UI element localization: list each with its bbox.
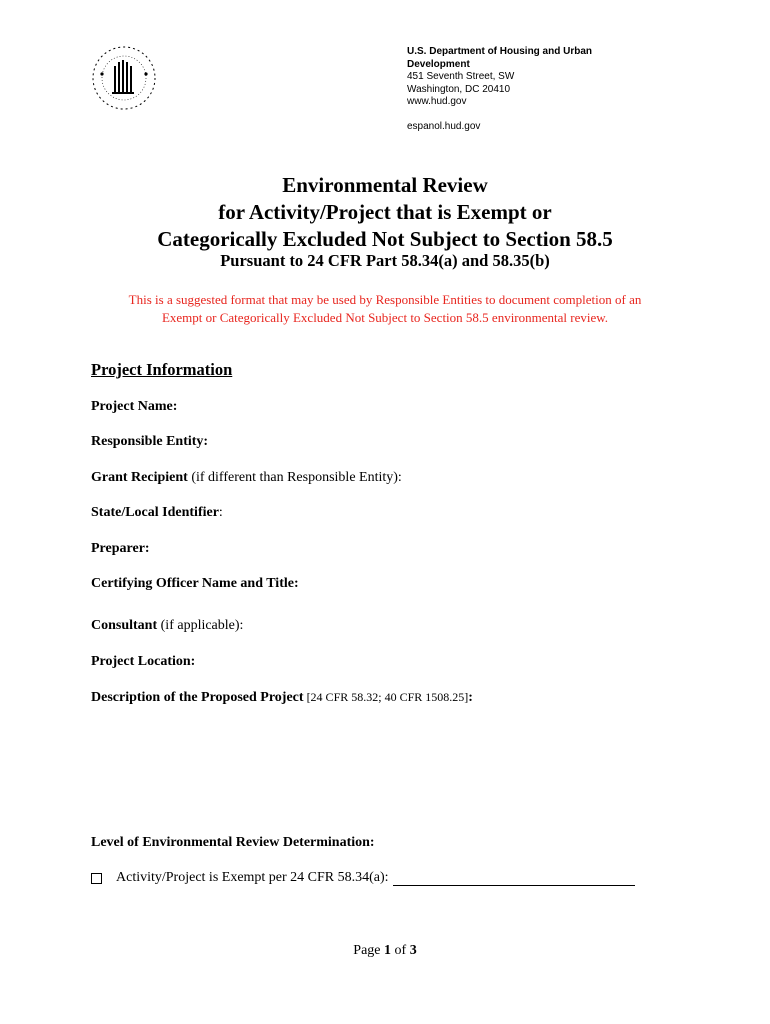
- state-local-identifier-colon: :: [218, 505, 223, 520]
- exempt-checkbox[interactable]: [91, 873, 102, 884]
- project-description-reference: [24 CFR 58.32; 40 CFR 1508.25]: [303, 690, 469, 704]
- project-location-field: [91, 654, 195, 670]
- document-subtitle: Pursuant to 24 CFR Part 58.34(a) and 58.35(b): [220, 251, 550, 270]
- title-line3: Categorically Excluded Not Subject to Section 58.5: [157, 227, 613, 251]
- page-of: of: [391, 943, 410, 958]
- responsible-entity-field: [91, 434, 208, 450]
- street-address: 451 Seventh Street, SW: [407, 71, 515, 82]
- department-name-line1: U.S. Department of Housing and Urban: [407, 46, 593, 57]
- document-title: [0, 172, 770, 253]
- page-footer: [0, 943, 770, 959]
- state-local-identifier-label: State/Local Identifier: [91, 505, 219, 520]
- city-state-zip: Washington, DC 20410: [407, 83, 511, 95]
- title-line2: for Activity/Project that is Exempt or: [218, 200, 552, 224]
- exempt-option-label: Activity/Project is Exempt per 24 CFR 58.34(a):: [116, 870, 389, 885]
- preparer-label: Preparer:: [91, 541, 150, 556]
- project-description-label: Description of the Proposed Project: [91, 690, 304, 705]
- website-link[interactable]: www.hud.gov: [407, 96, 467, 107]
- project-location-label: Project Location:: [91, 654, 196, 669]
- review-determination-heading: Level of Environmental Review Determination:: [91, 835, 375, 850]
- title-line1: Environmental Review: [282, 173, 488, 197]
- agency-address: [407, 46, 647, 133]
- project-description-field: [91, 690, 473, 706]
- preparer-field: [91, 541, 150, 557]
- certifying-officer-field: [91, 576, 299, 592]
- format-note: [100, 291, 670, 327]
- project-name-field: [91, 399, 177, 415]
- department-name-line2: Development: [407, 58, 470, 70]
- project-description-colon: :: [468, 690, 473, 705]
- grant-recipient-label: Grant Recipient: [91, 470, 188, 485]
- note-line2: Exempt or Categorically Excluded Not Subject to Section 58.5 environmental review.: [161, 310, 609, 325]
- responsible-entity-label: Responsible Entity:: [91, 434, 209, 449]
- state-local-identifier-field: [91, 505, 223, 521]
- exempt-citation-line[interactable]: [393, 871, 635, 886]
- project-information-heading: Project Information: [91, 360, 233, 379]
- page-total: 3: [409, 943, 417, 958]
- page-number: 1: [384, 943, 392, 958]
- consultant-note: (if applicable):: [157, 618, 244, 633]
- certifying-officer-label: Certifying Officer Name and Title:: [91, 576, 299, 591]
- grant-recipient-field: [91, 470, 402, 486]
- note-line1: This is a suggested format that may be used by Responsible Entities to document completion of an: [128, 292, 642, 307]
- spanish-site-link[interactable]: espanol.hud.gov: [407, 120, 481, 132]
- consultant-label: Consultant: [91, 618, 158, 633]
- exempt-option-row: [91, 870, 635, 886]
- grant-recipient-note: (if different than Responsible Entity):: [187, 470, 402, 485]
- project-name-label: Project Name:: [91, 399, 178, 414]
- hud-seal-icon: [90, 44, 158, 112]
- page-prefix: Page: [353, 943, 385, 958]
- consultant-field: [91, 618, 243, 634]
